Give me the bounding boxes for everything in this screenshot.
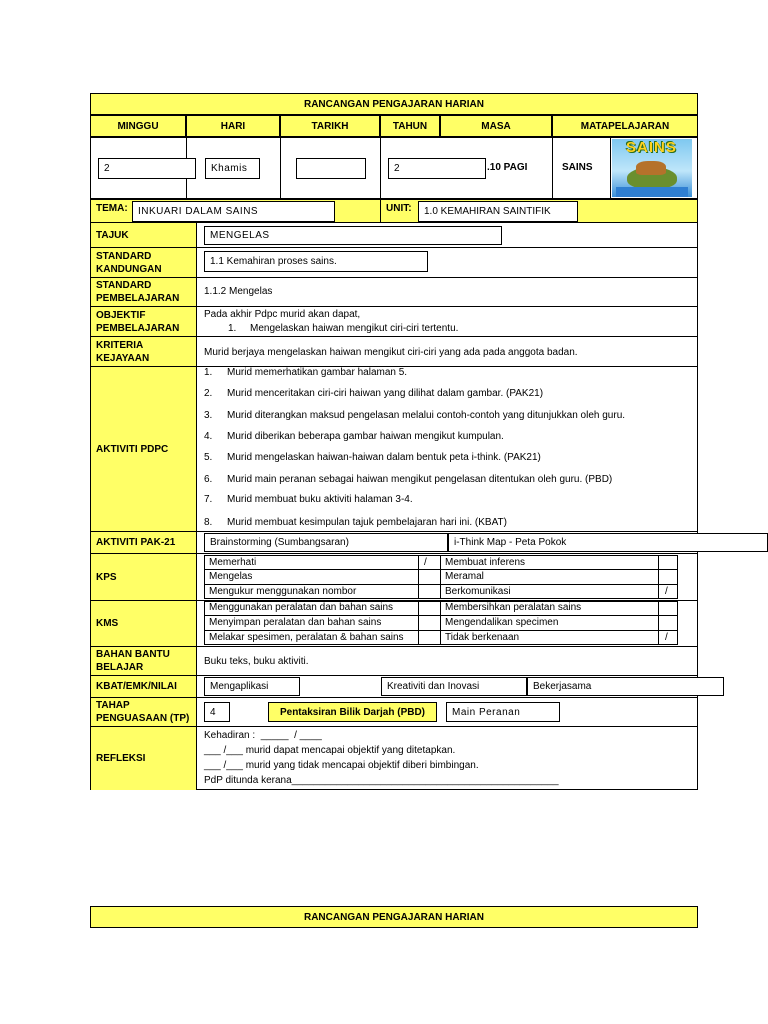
kbat-field-3[interactable] (527, 677, 724, 696)
header-minggu (90, 115, 186, 137)
hari-value: Khamis (211, 163, 248, 174)
kps-left-mark-1[interactable]: / (424, 557, 427, 568)
sains-logo-text: SAINS (626, 139, 677, 156)
activity-2: 2. Murid menceritakan ciri-ciri haiwan yang dilihat dalam gambar. (PAK21) (204, 388, 544, 399)
header-masa-text: MASA (481, 120, 511, 132)
standard-pembelajaran-value: 1.1.2 Mengelas (204, 286, 273, 297)
objektif-line-1: Pada akhir Pdpc murid akan dapat, (204, 309, 361, 320)
header-matapelajaran (552, 115, 698, 137)
kps-right-1: Membuat inferens (445, 557, 526, 568)
activity-7: 7. Murid membuat buku aktiviti halaman 3-4. (204, 494, 413, 505)
pak21-value-1: Brainstorming (Sumbangsaran) (210, 537, 349, 548)
tp-field[interactable] (204, 702, 230, 722)
pbd-label: Pentaksiran Bilik Darjah (PBD) (268, 702, 437, 722)
activity-3: 3. Murid diterangkan maksud pengelasan melalui contoh-contoh yang ditunjukkan oleh guru. (204, 410, 626, 421)
objektif-label: OBJEKTIF PEMBELAJARAN (96, 309, 180, 334)
tp-value: 4 (210, 706, 216, 718)
standard-kandungan-field[interactable] (204, 251, 428, 272)
standard-kandungan-label: STANDARD KANDUNGAN (96, 250, 162, 275)
pbd-field[interactable] (446, 702, 560, 722)
minggu-value: 2 (104, 163, 110, 174)
kms-left-2: Menyimpan peralatan dan bahan sains (209, 617, 382, 628)
tarikh-field[interactable] (296, 158, 366, 179)
pbd-value: Main Peranan (452, 706, 521, 718)
minggu-field[interactable] (98, 158, 196, 179)
matapelajaran-value: SAINS (562, 162, 593, 173)
activity-5: 5. Murid mengelaskan haiwan-haiwan dalam bentuk peta i-think. (PAK21) (204, 452, 541, 463)
unit-field[interactable] (418, 201, 578, 222)
activity-6: 6. Murid main peranan sebagai haiwan mengikut pengelasan ditentukan oleh guru. (PBD) (204, 474, 613, 485)
kbat-value-1: Mengaplikasi (210, 681, 269, 692)
kbat-value-3: Bekerjasama (533, 681, 592, 692)
masa-value: .10 PAGI (487, 162, 528, 173)
kbat-field-2[interactable] (381, 677, 527, 696)
kps-label: KPS (96, 571, 117, 583)
header-hari-text: HARI (220, 120, 246, 132)
kps-left-1: Memerhati (209, 557, 257, 568)
header-masa (440, 115, 552, 137)
form-title-text: RANCANGAN PENGAJARAN HARIAN (303, 98, 484, 110)
tajuk-field[interactable] (204, 226, 502, 245)
bahan-bantu-value: Buku teks, buku aktiviti. (204, 656, 309, 667)
header-hari (186, 115, 280, 137)
header-tarikh-text: TARIKH (311, 120, 349, 132)
pak21-label: AKTIVITI PAK-21 (96, 537, 176, 548)
unit-value: 1.0 KEMAHIRAN SAINTIFIK (424, 206, 551, 217)
objektif-num: 1. (228, 323, 237, 334)
unit-label: UNIT: (386, 203, 412, 214)
kriteria-value: Murid berjaya mengelaskan haiwan mengikut ciri-ciri yang ada pada anggota badan. (204, 347, 578, 358)
tema-value: INKUARI DALAM SAINS (138, 206, 259, 217)
tahap-penguasaan-label: TAHAP PENGUASAAN (TP) (96, 700, 190, 724)
kps-right-mark-3[interactable]: / (665, 586, 668, 597)
tajuk-label: TAJUK (96, 230, 129, 241)
tahun-value: 2 (394, 163, 400, 174)
activity-1: 1. Murid memerhatikan gambar halaman 5. (204, 367, 408, 378)
pak21-value-2: i-Think Map - Peta Pokok (454, 537, 567, 548)
header-tahun-text: TAHUN (392, 120, 428, 132)
aktiviti-pdpc-label: AKTIVITI PDPC (96, 443, 169, 455)
tema-field[interactable] (132, 201, 335, 222)
kps-right-2: Meramal (445, 571, 484, 582)
kbat-field-1[interactable] (204, 677, 300, 696)
kps-left-3: Mengukur menggunakan nombor (209, 586, 357, 597)
header-minggu-text: MINGGU (117, 120, 159, 132)
header-tahun (380, 115, 440, 137)
tema-label: TEMA: (96, 203, 128, 214)
form-title-2-text: RANCANGAN PENGAJARAN HARIAN (303, 911, 484, 923)
refleksi-label: REFLEKSI (96, 752, 146, 764)
header-matapelajaran-text: MATAPELAJARAN (580, 120, 670, 132)
kbat-label: KBAT/EMK/NILAI (96, 681, 177, 692)
kms-right-2: Mengendalikan specimen (445, 617, 559, 628)
standard-pembelajaran-label: STANDARD PEMBELAJARAN (96, 280, 180, 304)
kriteria-label: KRITERIA KEJAYAAN (96, 339, 150, 364)
refleksi-line-1: Kehadiran : _____ / ____ (204, 730, 322, 741)
kms-right-mark-3[interactable]: / (665, 632, 668, 643)
header-tarikh (280, 115, 380, 137)
kms-label: KMS (96, 618, 119, 629)
kms-left-1: Menggunakan peralatan dan bahan sains (209, 602, 394, 613)
hari-field[interactable] (205, 158, 260, 179)
kbat-value-2: Kreativiti dan Inovasi (387, 681, 480, 692)
sains-logo (612, 139, 692, 197)
kps-right-3: Berkomunikasi (445, 586, 511, 597)
tahun-field[interactable] (388, 158, 486, 179)
kms-left-3: Melakar spesimen, peralatan & bahan sains (209, 632, 404, 643)
tajuk-value: MENGELAS (210, 230, 270, 241)
refleksi-line-3: ___ /___ murid yang tidak mencapai objektif diberi bimbingan. (204, 760, 479, 771)
pak21-field-2[interactable] (448, 533, 768, 552)
activity-8: 8. Murid membuat kesimpulan tajuk pembelajaran hari ini. (KBAT) (204, 517, 507, 528)
kms-right-3: Tidak berkenaan (445, 632, 520, 643)
bahan-bantu-label: BAHAN BANTU BELAJAR (96, 649, 170, 673)
kms-right-1: Membersihkan peralatan sains (445, 602, 582, 613)
form-title-2 (90, 906, 698, 928)
form-title (90, 93, 698, 115)
refleksi-line-4: PdP ditunda kerana________________________________________________ (204, 775, 559, 786)
objektif-line-2: Mengelaskan haiwan mengikut ciri-ciri tertentu. (250, 323, 459, 334)
pak21-field-1[interactable] (204, 533, 448, 552)
standard-kandungan-value: 1.1 Kemahiran proses sains. (210, 256, 337, 267)
kps-left-2: Mengelas (209, 571, 253, 582)
refleksi-line-2: ___ /___ murid dapat mencapai objektif yang ditetapkan. (204, 745, 456, 756)
activity-4: 4. Murid diberikan beberapa gambar haiwan mengikut kumpulan. (204, 431, 504, 442)
